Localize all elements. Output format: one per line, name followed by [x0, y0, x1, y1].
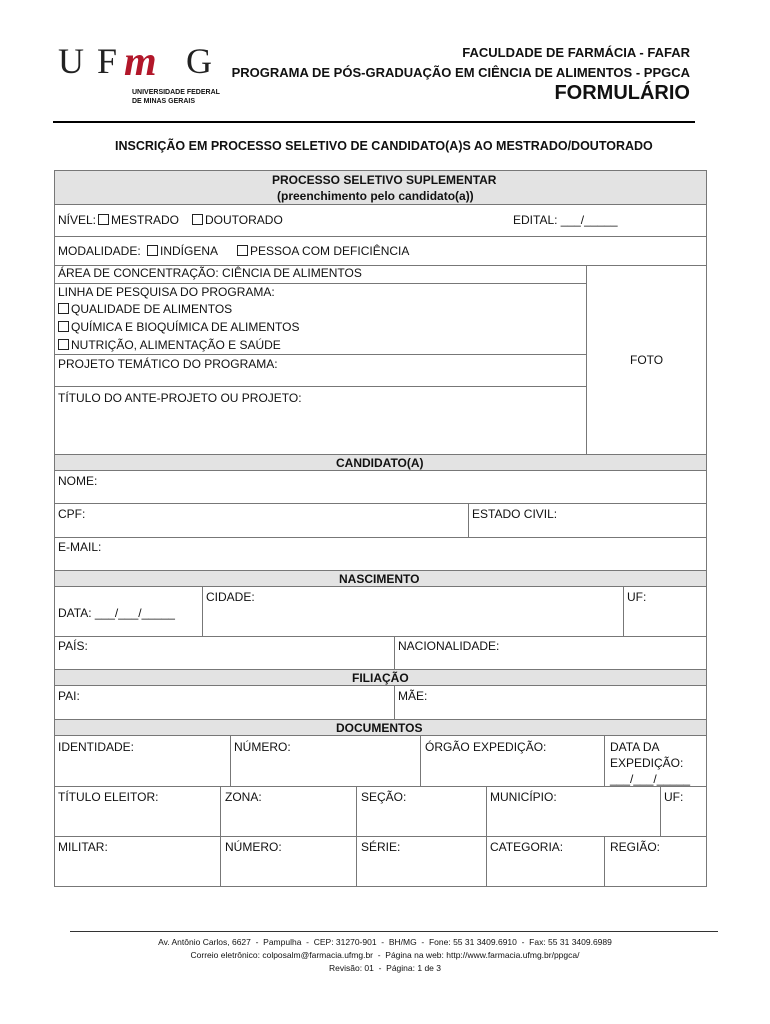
checkbox-nutricao[interactable]: [58, 339, 69, 350]
checkbox-quimica[interactable]: [58, 321, 69, 332]
cpf-field[interactable]: CPF:: [58, 507, 86, 521]
mestrado-label: MESTRADO: [111, 213, 180, 227]
nutricao-label: NUTRIÇÃO, ALIMENTAÇÃO E SAÚDE: [71, 338, 281, 352]
header-program: PROGRAMA DE PÓS-GRADUAÇÃO EM CIÊNCIA DE ALIMENTOS - PPGCA: [231, 65, 690, 80]
linha-option-qualidade[interactable]: [58, 302, 232, 316]
checkbox-doutorado[interactable]: [192, 214, 203, 225]
pai-field[interactable]: PAI:: [58, 689, 80, 703]
documentos-header: DOCUMENTOS: [336, 721, 423, 735]
qualidade-label: QUALIDADE DE ALIMENTOS: [71, 302, 233, 316]
nacionalidade-field[interactable]: NACIONALIDADE:: [398, 639, 500, 653]
modalidade-label: MODALIDADE:: [58, 244, 141, 258]
militar-field[interactable]: MILITAR:: [58, 840, 108, 854]
data-nascimento-field[interactable]: DATA: ___/___/_____: [58, 606, 175, 620]
categoria-field[interactable]: CATEGORIA:: [490, 840, 564, 854]
logo-letter-m: m: [124, 39, 157, 85]
doutorado-label: DOUTORADO: [205, 213, 283, 227]
estado-civil-field[interactable]: ESTADO CIVIL:: [472, 507, 558, 521]
uf-eleitor-field[interactable]: UF:: [664, 790, 684, 804]
edital-field[interactable]: EDITAL: ___/_____: [513, 213, 618, 227]
filiacao-header: FILIAÇÃO: [352, 671, 409, 685]
regiao-field[interactable]: REGIÃO:: [610, 840, 661, 854]
identidade-numero-field[interactable]: NÚMERO:: [234, 740, 291, 754]
titulo-anteprojeto[interactable]: TÍTULO DO ANTE-PROJETO OU PROJETO:: [58, 391, 302, 405]
logo-letters-uf: U F: [58, 41, 120, 81]
linha-option-nutricao[interactable]: [58, 338, 281, 352]
secao-field[interactable]: SEÇÃO:: [361, 790, 407, 804]
nome-field[interactable]: NOME:: [58, 474, 98, 488]
page-title: FORMULÁRIO: [554, 82, 690, 104]
municipio-field[interactable]: MUNICÍPIO:: [490, 790, 557, 804]
data-expedicao-label-1: DATA DA: [610, 740, 660, 754]
data-expedicao-label-2: EXPEDIÇÃO:: [610, 756, 684, 770]
deficiencia-label: PESSOA COM DEFICIÊNCIA: [250, 244, 410, 258]
orgao-expedicao-field[interactable]: ÓRGÃO EXPEDIÇÃO:: [425, 740, 547, 754]
titulo-eleitor-field[interactable]: TÍTULO ELEITOR:: [58, 790, 159, 804]
logo-letter-g: G: [186, 41, 212, 81]
candidato-header: CANDIDATO(A): [336, 456, 424, 470]
zona-field[interactable]: ZONA:: [225, 790, 262, 804]
nivel-option-doutorado[interactable]: [192, 213, 283, 227]
email-field[interactable]: E-MAIL:: [58, 540, 102, 554]
checkbox-indigena[interactable]: [147, 245, 158, 256]
nivel-label: NÍVEL:: [58, 213, 97, 227]
linha-pesquisa-label: LINHA DE PESQUISA DO PROGRAMA:: [58, 285, 275, 299]
footer-contact: Correio eletrônico: colposalm@farmacia.ufmg.br - Página na web: http://www.farmacia.ufmg.br/ppgca/: [190, 950, 580, 960]
checkbox-mestrado[interactable]: [98, 214, 109, 225]
header-faculty: FACULDADE DE FARMÁCIA - FAFAR: [462, 45, 690, 60]
indigena-label: INDÍGENA: [160, 244, 219, 258]
serie-field[interactable]: SÉRIE:: [361, 840, 401, 854]
modalidade-option-indigena[interactable]: [147, 244, 218, 258]
militar-numero-field[interactable]: NÚMERO:: [225, 840, 282, 854]
pais-field[interactable]: PAÍS:: [58, 639, 88, 653]
process-note: (preenchimento pelo candidato(a)): [277, 189, 474, 203]
footer-address: Av. Antônio Carlos, 6627 - Pampulha - CEP: 31270-901 - BH/MG - Fone: 55 31 3409.6910 - Fax: 55 31 3409.6989: [158, 937, 612, 947]
uf-field[interactable]: UF:: [627, 590, 647, 604]
area-concentracao: ÁREA DE CONCENTRAÇÃO: CIÊNCIA DE ALIMENTOS: [58, 266, 362, 280]
cidade-field[interactable]: CIDADE:: [206, 590, 255, 604]
data-expedicao-field[interactable]: ___/___/_____: [610, 772, 691, 786]
logo-subtitle-2: DE MINAS GERAIS: [132, 98, 196, 105]
linha-option-quimica[interactable]: [58, 320, 300, 334]
nivel-option-mestrado[interactable]: [98, 213, 179, 227]
modalidade-option-deficiencia[interactable]: [237, 244, 409, 258]
quimica-label: QUÍMICA E BIOQUÍMICA DE ALIMENTOS: [71, 320, 300, 334]
checkbox-deficiencia[interactable]: [237, 245, 248, 256]
logo-subtitle-1: UNIVERSIDADE FEDERAL: [132, 89, 220, 96]
footer-revision: Revisão: 01 - Página: 1 de 3: [329, 963, 441, 973]
foto-box: FOTO: [630, 353, 664, 367]
process-title: PROCESSO SELETIVO SUPLEMENTAR: [272, 173, 497, 187]
nascimento-header: NASCIMENTO: [339, 572, 420, 586]
footer-divider: [70, 931, 718, 932]
form-subtitle: INSCRIÇÃO EM PROCESSO SELETIVO DE CANDIDATO(A)S AO MESTRADO/DOUTORADO: [115, 139, 653, 153]
projeto-tematico[interactable]: PROJETO TEMÁTICO DO PROGRAMA:: [58, 357, 278, 371]
mae-field[interactable]: MÃE:: [398, 689, 428, 703]
identidade-field[interactable]: IDENTIDADE:: [58, 740, 135, 754]
checkbox-qualidade[interactable]: [58, 303, 69, 314]
